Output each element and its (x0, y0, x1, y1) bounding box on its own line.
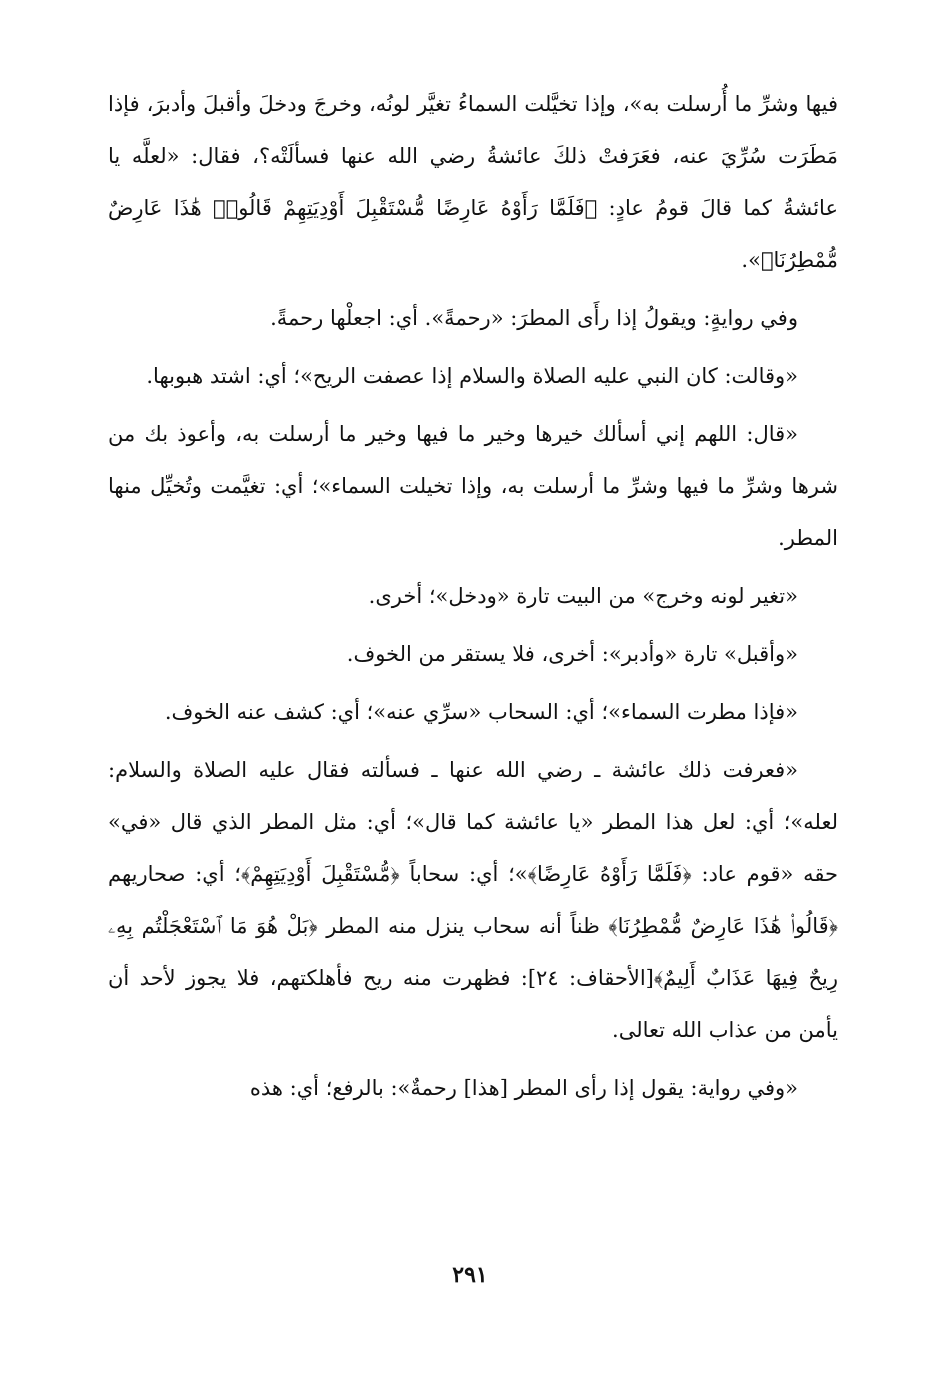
paragraph-9: «وفي رواية: يقول إذا رأى المطر [هذا] رحمةٌ»: بالرفع؛ أي: هذه (249, 1076, 798, 1100)
page-body (108, 78, 838, 1120)
paragraph-3: «وقالت: كان النبي عليه الصلاة والسلام إذا عصفت الريح»؛ أي: اشتد هبوبها. (146, 364, 798, 388)
paragraph-2: وفي روايةٍ: ويقولُ إذا رأَى المطرَ: «رحمةً». أي: اجعلْها رحمةً. (270, 306, 798, 330)
paragraph-6: «وأقبل» تارة «وأدبر»: أخرى، فلا يستقر من الخوف. (346, 642, 798, 666)
paragraph-5: «تغير لونه وخرج» من البيت تارة «ودخل»؛ أخرى. (368, 584, 798, 608)
paragraph-4: «قال: اللهم إني أسألك خيرها وخير ما فيها وخير ما أرسلت به، وأعوذ بك من شرها وشرِّ ما فيها وشرِّ ما أرسلت به، وإذا تخيلت السماء»؛ أي: تغيَّمت وتُخيِّل منها المطر. (108, 422, 838, 550)
paragraph-8: «فعرفت ذلك عائشة ـ رضي الله عنها ـ فسألته فقال عليه الصلاة والسلام: لعله»؛ أي: لعل هذا المطر «يا عائشة كما قال»؛ أي: مثل المطر الذي قال «في» حقه «قوم عاد: ﴿فَلَمَّا رَأَوْهُ عَارِضًا﴾»؛ أي: سحاباً ﴿مُّسْتَقْبِلَ أَوْدِيَتِهِمْ﴾؛ أي: صحاريهم ﴿قَالُوا۟ هَٰذَا عَارِضٌ مُّمْطِرُنَا﴾ ظناً أنه سحاب ينزل منه المطر ﴿بَلْ هُوَ مَا ٱسْتَعْجَلْتُم بِهِۦ رِيحٌ فِيهَا عَذَابٌ أَلِيمٌ﴾[الأحقاف: ٢٤]: فظهرت منه ريح فأهلكتهم، فلا يجوز لأحد أن يأمن من عذاب الله تعالى. (108, 758, 838, 1042)
paragraph-1: فيها وشرِّ ما أُرسلت به»، وإذا تخيَّلت السماءُ تغيَّر لونُه، وخرجَ ودخلَ وأقبلَ وأدبرَ، فإذا مَطَرَت سُرِّيَ عنه، فعَرَفتْ ذلكَ عائشةُ رضي الله عنها فسألَتْه؟، فقال: «لعلَّه يا عائشةُ كما قالَ قومُ عادٍ: ﴿فَلَمَّا رَأَوْهُ عَارِضًا مُّسْتَقْبِلَ أَوْدِيَتِهِمْ قَالُوا۟ هَٰذَا عَارِضٌ مُّمْطِرُنَا﴾». (108, 92, 838, 272)
paragraph-7: «فإذا مطرت السماء»؛ أي: السحاب «سرِّي عنه»؛ أي: كشف عنه الخوف. (164, 700, 798, 724)
page-number: ٢٩١ (452, 1262, 488, 1288)
